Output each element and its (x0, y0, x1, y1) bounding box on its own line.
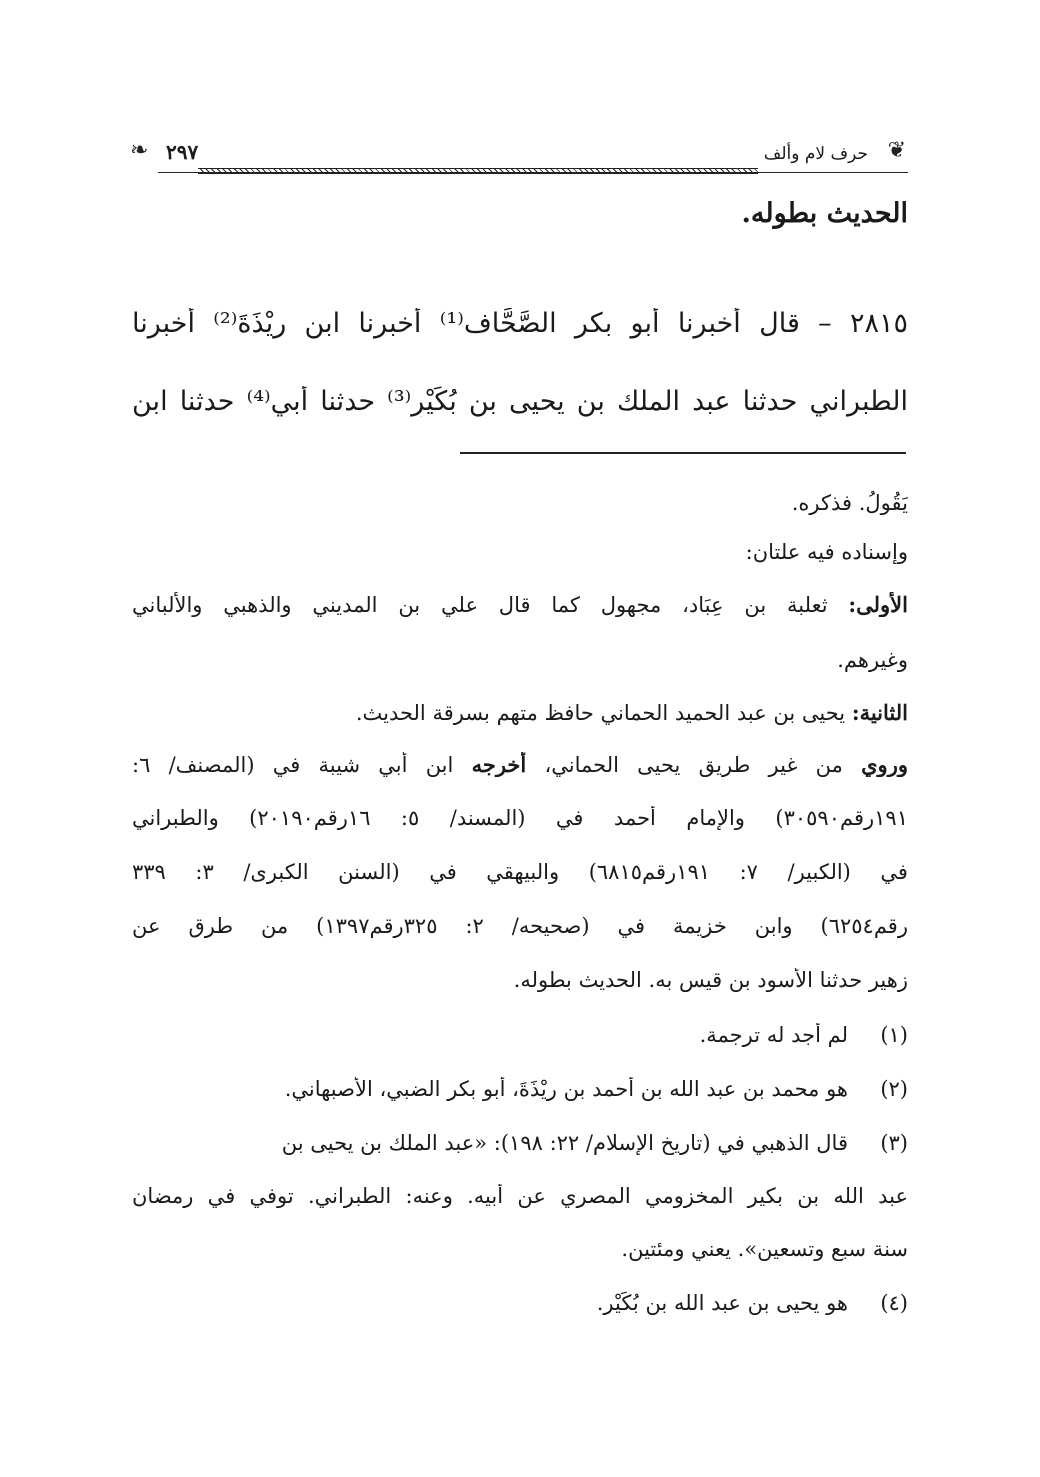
footnote-number: (١) (880, 1023, 908, 1047)
second-reason-text: يحيى بن عبد الحميد الحماني حافظ متهم بسرقة الحديث. (355, 701, 852, 725)
commentary-first-cont: وغيرهم. (837, 648, 908, 672)
rowi-text: من غير طريق يحيى الحماني، (526, 753, 862, 777)
header-underline (158, 172, 908, 173)
commentary-second-reason (132, 700, 908, 725)
footnote-text: هو محمد بن عبد الله بن أحمد بن رِيْذَةَ، أبو بكر الضبي، الأصبهاني. (284, 1077, 848, 1101)
running-title: حرف لام وألف (763, 144, 868, 164)
commentary-line-2: وإسناده فيه علتان: (745, 540, 908, 564)
footnote-number: (٢) (880, 1077, 908, 1101)
page-number: ٢٩٧ (166, 140, 199, 164)
separator-rule (460, 452, 906, 454)
footnote-text: لم أجد له ترجمة. (699, 1023, 848, 1047)
hadith-line-1: ٢٨١٥ – قال أخبرنا أبو بكر الصَّحَّاف⁽¹⁾ أخبرنا ابن رِيْذَةَ⁽²⁾ أخبرنا (132, 308, 908, 339)
commentary-line-a: ١٩١رقم٣٠٥٩٠) والإمام أحمد في (المسند/ ٥: ١٦رقم٢٠١٩٠) والطبراني (132, 806, 908, 830)
footnote-4 (132, 1291, 908, 1315)
rowi-label-2: أخرجه (471, 752, 527, 777)
first-reason-text: ثعلبة بن عِبَاد، مجهول كما قال علي بن المديني والذهبي والألباني (132, 593, 849, 617)
footnote-number: (٤) (880, 1291, 908, 1315)
commentary-line-b: في (الكبير/ ٧: ١٩١رقم٦٨١٥) والبيهقي في (السنن الكبرى/ ٣: ٣٣٩ (132, 860, 908, 884)
footnote-text: قال الذهبي في (تاريخ الإسلام/ ٢٢: ١٩٨): «عبد الملك بن يحيى بن (281, 1131, 848, 1155)
second-reason-label: الثانية: (851, 700, 908, 725)
footnote-number: (٣) (880, 1131, 908, 1155)
footnote-text: هو يحيى بن عبد الله بن بُكَيْر. (596, 1291, 848, 1315)
first-reason-label: الأولى: (848, 592, 908, 617)
header-rule (198, 168, 758, 174)
footnote-3 (132, 1131, 908, 1155)
rowi-text-2: ابن أبي شيبة في (المصنف/ ٦: (132, 753, 472, 777)
running-header (128, 134, 908, 174)
header-ornament-left-icon: ❧ (130, 138, 149, 163)
footnote-3-cont-1: عبد الله بن بكير المخزومي المصري عن أبيه. وعنه: الطبراني. توفي في رمضان (132, 1184, 908, 1208)
footnote-1 (132, 1023, 908, 1047)
footnote-2 (132, 1077, 908, 1101)
intro-line: الحديث بطوله. (741, 198, 908, 229)
commentary-first-reason (132, 592, 908, 617)
hadith-line-2: الطبراني حدثنا عبد الملك بن يحيى بن بُكَيْرٍ⁽³⁾ حدثنا أبي⁽⁴⁾ حدثنا ابن (132, 386, 908, 417)
commentary-line-d: زهير حدثنا الأسود بن قيس به. الحديث بطوله. (513, 968, 908, 992)
commentary-rowi-line (132, 752, 908, 777)
commentary-line-1: يَقُولُ. فذكره. (791, 491, 908, 515)
footnote-3-cont-2: سنة سبع وتسعين». يعني ومئتين. (621, 1237, 908, 1261)
rowi-label: وروي (861, 752, 908, 777)
commentary-line-c: رقم٦٢٥٤) وابن خزيمة في (صحيحه/ ٢: ٣٢٥رقم١٣٩٧) من طرق عن (132, 914, 908, 938)
header-ornament-right-icon: ❦ (887, 138, 906, 163)
